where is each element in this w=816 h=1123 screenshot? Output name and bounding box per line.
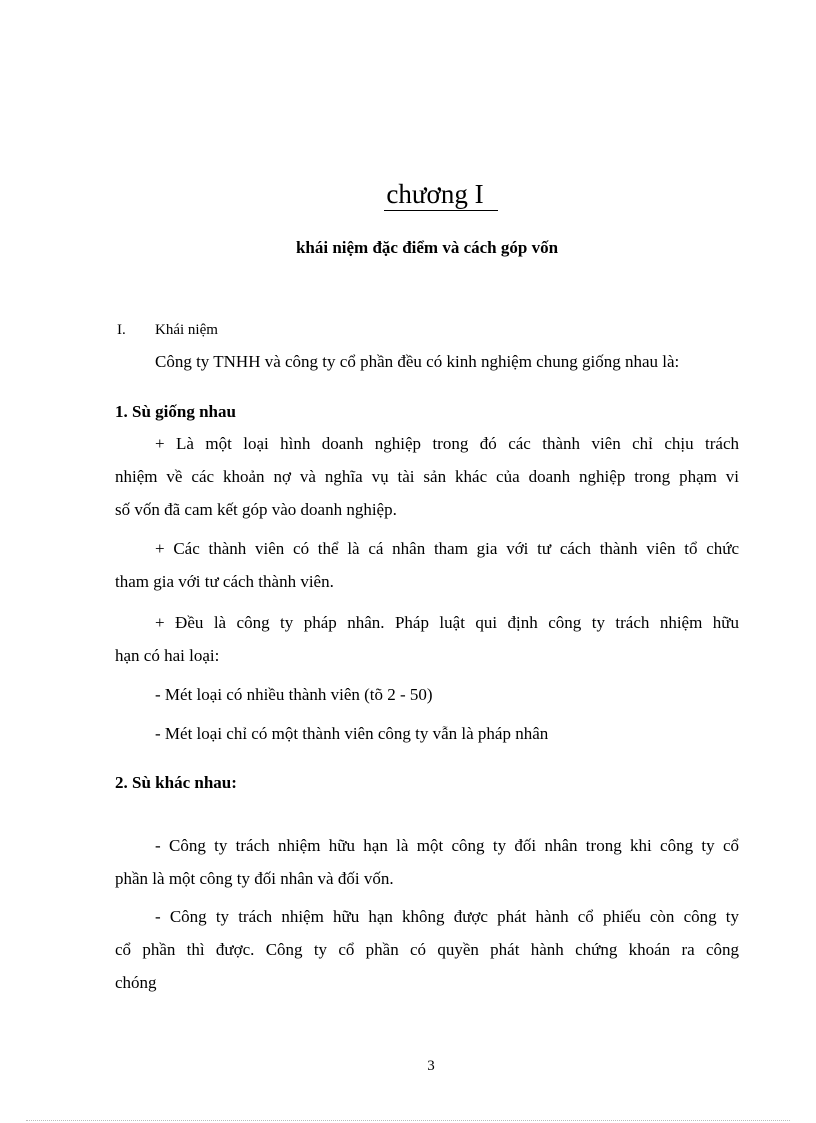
similar-p2-line2: tham gia với tư cách thành viên. (115, 572, 334, 591)
similar-p1-line1: + Là một loại hình doanh nghiệp trong đó các thành viên chỉ chịu trách (155, 434, 739, 453)
chapter-title-text: chương I (384, 179, 497, 211)
different-p2-line2: cổ phần thì được. Công ty cổ phần có quyền phát hành chứng khoán ra công (115, 940, 739, 959)
different-p2-line1: - Công ty trách nhiệm hữu hạn không được phát hành cổ phiếu còn công ty (155, 907, 739, 926)
similar-p1-line2: nhiệm về các khoản nợ và nghĩa vụ tài sản khác của doanh nghiệp trong phạm vi (115, 467, 739, 486)
similar-list-item: - Mét loại có nhiều thành viên (tõ 2 - 50) (155, 685, 433, 704)
different-heading: 2. Sù khác nhau: (115, 773, 237, 792)
similar-p1-line3: số vốn đã cam kết góp vào doanh nghiệp. (115, 500, 397, 519)
page-number: 3 (427, 1058, 435, 1074)
similar-list-item: - Mét loại chỉ có một thành viên công ty vẫn là pháp nhân (155, 724, 549, 743)
section-label: Khái niệm (155, 322, 218, 338)
different-p1-line1: - Công ty trách nhiệm hữu hạn là một công ty đối nhân trong khi công ty cổ (155, 836, 739, 855)
different-p2-line3: chóng (115, 973, 157, 992)
similar-heading: 1. Sù giống nhau (115, 402, 236, 421)
chapter-subtitle: khái niệm đặc điểm và cách góp vốn (295, 238, 559, 257)
different-p1-line2: phần là một công ty đối nhân và đối vốn. (115, 869, 394, 888)
chapter-title (0, 178, 816, 210)
similar-p2-line1: + Các thành viên có thể là cá nhân tham gia với tư cách thành viên tổ chức (155, 539, 739, 558)
section-number: I. (117, 322, 126, 338)
intro-paragraph: Công ty TNHH và công ty cổ phần đều có kinh nghiệm chung giống nhau là: (155, 352, 680, 371)
similar-p3-line1: + Đều là công ty pháp nhân. Pháp luật qui định công ty trách nhiệm hữu (155, 613, 739, 632)
similar-p3-line2: hạn có hai loại: (115, 646, 220, 665)
footer-divider (26, 1120, 790, 1121)
